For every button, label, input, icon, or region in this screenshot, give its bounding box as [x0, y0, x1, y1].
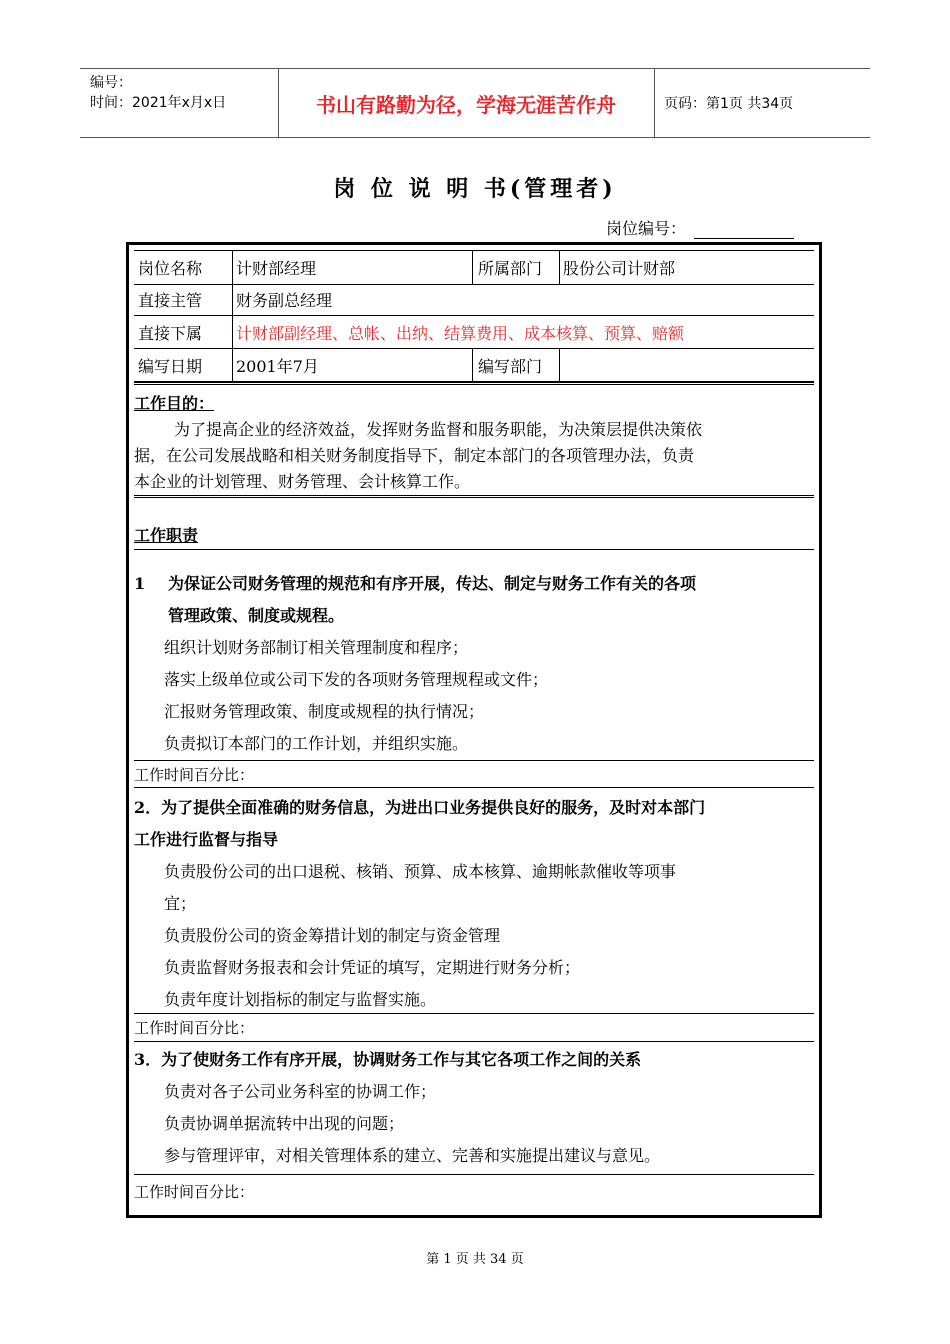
- label-write-date: 编写日期: [138, 356, 203, 376]
- purpose-line: 本企业的计划管理、财务管理、会计核算工作。: [134, 472, 471, 491]
- value-post-name: 计财部经理: [236, 259, 317, 278]
- label-department: 所属部门: [478, 259, 543, 278]
- table-row: [134, 250, 814, 285]
- page-footer: 第 1 页 共 34 页: [426, 1252, 524, 1267]
- divider: [134, 549, 814, 550]
- time-label: 时间：2021年x月x日: [90, 95, 227, 111]
- purpose-text: [134, 417, 814, 495]
- list-item: 负责股份公司的资金筹措计划的制定与资金管理: [164, 926, 501, 945]
- post-number: [606, 216, 794, 239]
- list-item: 参与管理评审，对相关管理体系的建立、完善和实施提出建议与意见。: [164, 1146, 661, 1165]
- number-label: 编号：: [90, 75, 132, 91]
- job-description-table: [126, 242, 822, 1218]
- list-item: 负责年度计划指标的制定与监督实施。: [164, 990, 437, 1009]
- duty-1-number: 1: [134, 574, 146, 593]
- post-number-label: 岗位编号：: [606, 219, 687, 238]
- document-title: 岗 位 说 明 书(管理者): [333, 176, 617, 202]
- list-item-continuation: 宜；: [164, 894, 197, 913]
- duty-3-time-percent: 工作时间百分比：: [134, 1183, 255, 1201]
- divider: [134, 787, 814, 788]
- purpose-heading: 工作目的：: [134, 394, 215, 413]
- duty-1-time-percent: 工作时间百分比：: [134, 766, 255, 784]
- duties-heading: 工作职责: [134, 526, 199, 545]
- value-department: 股份公司计财部: [563, 259, 676, 278]
- divider: [134, 760, 814, 761]
- duty-1-title: [134, 571, 814, 594]
- value-write-department: [559, 349, 809, 381]
- list-item: 负责监督财务报表和会计凭证的填写，定期进行财务分析；: [164, 958, 581, 977]
- duty-1-title-line2: 管理政策、制度或规程。: [168, 606, 345, 625]
- post-number-blank[interactable]: [694, 222, 794, 239]
- list-item: 汇报财务管理政策、制度或规程的执行情况；: [164, 702, 485, 721]
- purpose-line: 据，在公司发展战略和相关财务制度指导下，制定本部门的各项管理办法，负责: [134, 446, 695, 465]
- list-item: 负责拟订本部门的工作计划，并组织实施。: [164, 734, 469, 753]
- divider: [134, 1013, 814, 1014]
- value-write-date: 2001年7月: [236, 356, 319, 376]
- label-supervisor: 直接主管: [138, 291, 203, 310]
- page-header: [80, 68, 870, 138]
- list-item: 负责股份公司的出口退税、核销、预算、成本核算、逾期帐款催收等项事: [164, 862, 677, 881]
- list-item: 落实上级单位或公司下发的各项财务管理规程或文件；: [164, 670, 549, 689]
- list-item: 负责对各子公司业务科室的协调工作；: [164, 1082, 437, 1101]
- duty-1-title-line1: 为保证公司财务管理的规范和有序开展，传达、制定与财务工作有关的各项: [168, 574, 697, 593]
- duty-2-title-line2: 工作进行监督与指导: [134, 830, 279, 849]
- header-meta: [90, 73, 290, 113]
- divider: [134, 1041, 814, 1042]
- duty-2-time-percent: 工作时间百分比：: [134, 1019, 255, 1037]
- table-row: [134, 284, 814, 316]
- header-motto: 书山有路勤为径，学海无涯苦作舟: [316, 92, 616, 117]
- divider: [134, 1174, 814, 1175]
- list-item: 组织计划财务部制订相关管理制度和程序；: [164, 638, 469, 657]
- list-item: 负责协调单据流转中出现的问题；: [164, 1114, 405, 1133]
- duty-2-title-line1: 2．为了提供全面准确的财务信息，为进出口业务提供良好的服务，及时对本部门: [134, 798, 706, 817]
- value-subordinates: 计财部副经理、总帐、出纳、结算费用、成本核算、预算、赔额: [236, 323, 685, 343]
- table-row: [134, 349, 814, 382]
- duty-3-title: 3．为了使财务工作有序开展，协调财务工作与其它各项工作之间的关系: [134, 1050, 642, 1069]
- table-row: [134, 316, 814, 349]
- header-divider: [654, 69, 655, 137]
- divider: [134, 495, 814, 498]
- value-supervisor: 财务副总经理: [236, 291, 333, 310]
- label-post-name: 岗位名称: [138, 259, 203, 278]
- header-page-info: 页码：第1页 共34页: [664, 96, 794, 112]
- divider: [134, 382, 814, 385]
- purpose-line: 为了提高企业的经济效益，发挥财务监督和服务职能，为决策层提供决策依: [174, 420, 703, 439]
- label-subordinates: 直接下属: [138, 323, 203, 343]
- label-write-department: 编写部门: [478, 356, 543, 376]
